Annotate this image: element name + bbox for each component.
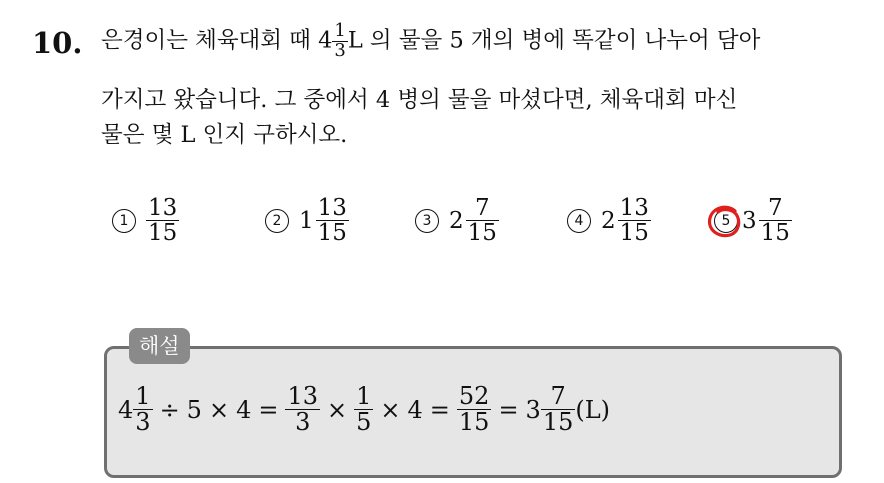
fraction-numerator: 1 xyxy=(356,382,372,410)
option-whole: 3 xyxy=(742,207,757,234)
mixed-fraction xyxy=(332,22,347,61)
question-line-1 xyxy=(101,22,760,61)
divide-sign: ÷ xyxy=(159,395,180,424)
unit-label: (L) xyxy=(575,395,611,424)
option-1[interactable] xyxy=(112,196,179,245)
option-marker: 4 xyxy=(567,209,591,233)
fraction-denominator: 3 xyxy=(295,408,311,437)
fraction-denominator: 15 xyxy=(619,220,649,247)
option-marker: 5 xyxy=(714,209,738,233)
option-fraction xyxy=(618,196,651,245)
term-fraction xyxy=(285,384,320,435)
option-marker: 1 xyxy=(112,209,136,233)
fraction-denominator: 15 xyxy=(317,220,347,247)
option-whole: 2 xyxy=(449,207,464,234)
fraction-numerator: 7 xyxy=(759,196,792,221)
fraction-denominator: 5 xyxy=(356,408,372,437)
option-marker: 2 xyxy=(265,209,289,233)
fraction-denominator: 15 xyxy=(542,408,574,437)
fraction-numerator: 13 xyxy=(148,195,178,221)
option-4[interactable] xyxy=(567,196,651,245)
option-whole: 2 xyxy=(601,207,616,234)
times-sign: × xyxy=(208,395,230,424)
fraction-numerator: 13 xyxy=(287,382,318,410)
option-marker: 3 xyxy=(415,209,439,233)
term-value: 4 xyxy=(407,395,423,424)
term-fraction xyxy=(457,384,492,435)
option-fraction xyxy=(316,196,349,245)
fraction-denominator: 15 xyxy=(458,408,490,437)
question-number: 10. xyxy=(32,26,83,60)
option-fraction xyxy=(466,196,499,245)
red-circle-mark-icon xyxy=(705,202,745,242)
equals-sign: = xyxy=(498,395,519,424)
option-whole: 1 xyxy=(299,207,314,234)
option-fraction xyxy=(759,196,792,245)
question-line-3: 물은 몇 L 인지 구하시오. xyxy=(101,122,348,148)
term-fraction xyxy=(541,384,576,435)
solution-equation xyxy=(118,384,610,435)
solution-tag: 해설 xyxy=(129,328,190,364)
fraction-denominator: 15 xyxy=(148,220,178,247)
option-fraction xyxy=(146,196,179,245)
fraction-numerator: 7 xyxy=(466,196,499,221)
fraction-denominator: 3 xyxy=(135,408,151,437)
term-whole: 3 xyxy=(525,395,541,424)
option-3[interactable] xyxy=(415,196,499,245)
times-sign: × xyxy=(380,395,401,424)
question-text-1a: 은경이는 체육대회 때 4 xyxy=(101,27,333,54)
fraction-denominator: 15 xyxy=(467,220,497,247)
option-2[interactable] xyxy=(265,196,349,245)
equals-sign: = xyxy=(429,395,450,424)
fraction-numerator: 7 xyxy=(541,384,576,410)
term-fraction xyxy=(354,384,373,435)
term-value: 4 xyxy=(236,395,252,424)
fraction-numerator: 52 xyxy=(458,382,490,410)
equals-sign: = xyxy=(258,395,279,424)
times-sign: × xyxy=(327,395,348,424)
fraction-numerator: 1 xyxy=(334,20,346,41)
question-line-2: 가지고 왔습니다. 그 중에서 4 병의 물을 마셨다면, 체육대회 마신 xyxy=(101,87,738,113)
term-fraction xyxy=(133,384,152,435)
fraction-numerator: 1 xyxy=(135,382,151,410)
fraction-denominator: 15 xyxy=(760,220,790,247)
fraction-numerator: 13 xyxy=(619,195,649,221)
term-whole: 4 xyxy=(118,395,134,424)
question-text-1b: L 의 물을 5 개의 병에 똑같이 나누어 담아 xyxy=(347,27,761,54)
term-value: 5 xyxy=(186,395,202,424)
fraction-denominator: 3 xyxy=(334,39,346,61)
fraction-numerator: 13 xyxy=(317,195,347,221)
